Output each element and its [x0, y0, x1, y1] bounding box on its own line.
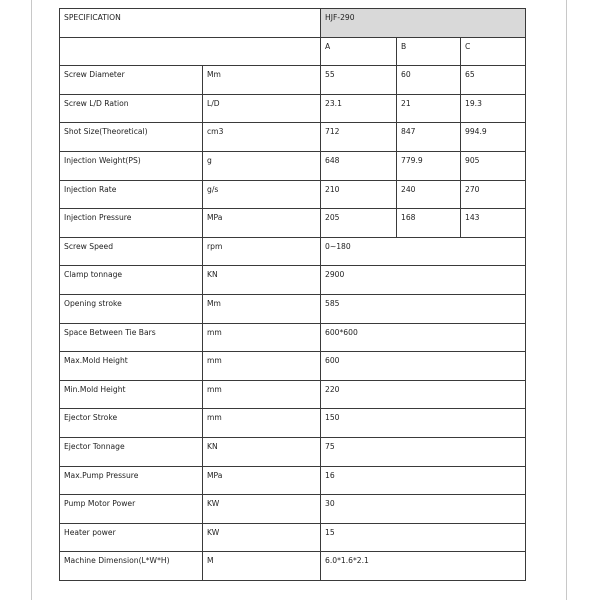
- spec-unit-cell: M: [203, 552, 321, 581]
- spec-label-cell: Ejector Stroke: [60, 409, 203, 438]
- spec-value-cell: 143: [461, 209, 526, 238]
- spec-value-cell: 23.1: [321, 94, 397, 123]
- spec-label-cell: Machine Dimension(L*W*H): [60, 552, 203, 581]
- spec-value-cell: 19.3: [461, 94, 526, 123]
- spec-unit-cell: L/D: [203, 94, 321, 123]
- spec-value-cell: 60: [397, 66, 461, 95]
- spec-label-cell: Shot Size(Theoretical): [60, 123, 203, 152]
- table-row: [60, 94, 526, 123]
- spec-label-cell: Opening stroke: [60, 294, 203, 323]
- empty-cell: [60, 37, 321, 66]
- table-header-row: [60, 9, 526, 38]
- page-edge-left: [31, 0, 32, 600]
- spec-unit-cell: KN: [203, 437, 321, 466]
- variant-a-cell: A: [321, 37, 397, 66]
- spec-value-cell: 205: [321, 209, 397, 238]
- variant-header-row: [60, 37, 526, 66]
- spec-value-cell: 585: [321, 294, 526, 323]
- table-row: [60, 237, 526, 266]
- table-row: [60, 294, 526, 323]
- table-row: [60, 151, 526, 180]
- table-row: [60, 437, 526, 466]
- table-row: [60, 352, 526, 381]
- spec-value-cell: 779.9: [397, 151, 461, 180]
- spec-label-cell: Screw Diameter: [60, 66, 203, 95]
- spec-label-cell: Screw L/D Ration: [60, 94, 203, 123]
- spec-unit-cell: g/s: [203, 180, 321, 209]
- spec-value-cell: 847: [397, 123, 461, 152]
- spec-unit-cell: KW: [203, 495, 321, 524]
- spec-value-cell: 75: [321, 437, 526, 466]
- spec-value-cell: 600*600: [321, 323, 526, 352]
- table-row: [60, 380, 526, 409]
- spec-unit-cell: mm: [203, 352, 321, 381]
- spec-value-cell: 2900: [321, 266, 526, 295]
- spec-label-cell: Heater power: [60, 523, 203, 552]
- spec-value-cell: 648: [321, 151, 397, 180]
- spec-label-cell: Injection Pressure: [60, 209, 203, 238]
- spec-unit-cell: MPa: [203, 466, 321, 495]
- spec-unit-cell: MPa: [203, 209, 321, 238]
- spec-value-cell: 210: [321, 180, 397, 209]
- spec-value-cell: 712: [321, 123, 397, 152]
- table-row: [60, 495, 526, 524]
- model-cell: HJF-290: [321, 9, 526, 38]
- table-row: [60, 266, 526, 295]
- spec-unit-cell: KN: [203, 266, 321, 295]
- spec-value-cell: 168: [397, 209, 461, 238]
- spec-value-cell: 6.0*1.6*2.1: [321, 552, 526, 581]
- spec-value-cell: 240: [397, 180, 461, 209]
- spec-unit-cell: mm: [203, 409, 321, 438]
- spec-label-cell: Max.Pump Pressure: [60, 466, 203, 495]
- page-edge-right: [566, 0, 567, 600]
- spec-unit-cell: rpm: [203, 237, 321, 266]
- spec-unit-cell: cm3: [203, 123, 321, 152]
- table-row: [60, 409, 526, 438]
- spec-value-cell: 16: [321, 466, 526, 495]
- table-row: [60, 209, 526, 238]
- spec-label-cell: Ejector Tonnage: [60, 437, 203, 466]
- table-row: [60, 323, 526, 352]
- variant-c-cell: C: [461, 37, 526, 66]
- table-row: [60, 180, 526, 209]
- table-row: [60, 123, 526, 152]
- variant-b-cell: B: [397, 37, 461, 66]
- spec-value-cell: 0~180: [321, 237, 526, 266]
- table-row: [60, 466, 526, 495]
- spec-value-cell: 905: [461, 151, 526, 180]
- spec-label-cell: Injection Rate: [60, 180, 203, 209]
- spec-value-cell: 220: [321, 380, 526, 409]
- spec-label-cell: Clamp tonnage: [60, 266, 203, 295]
- specification-table: [59, 8, 526, 581]
- spec-title-cell: SPECIFICATION: [60, 9, 321, 38]
- spec-unit-cell: Mm: [203, 66, 321, 95]
- spec-unit-cell: mm: [203, 323, 321, 352]
- spec-label-cell: Screw Speed: [60, 237, 203, 266]
- spec-value-cell: 270: [461, 180, 526, 209]
- spec-unit-cell: g: [203, 151, 321, 180]
- spec-value-cell: 21: [397, 94, 461, 123]
- spec-unit-cell: Mm: [203, 294, 321, 323]
- spec-unit-cell: mm: [203, 380, 321, 409]
- spec-value-cell: 55: [321, 66, 397, 95]
- spec-label-cell: Pump Motor Power: [60, 495, 203, 524]
- spec-value-cell: 150: [321, 409, 526, 438]
- spec-label-cell: Injection Weight(PS): [60, 151, 203, 180]
- spec-label-cell: Max.Mold Height: [60, 352, 203, 381]
- spec-value-cell: 600: [321, 352, 526, 381]
- table-row: [60, 552, 526, 581]
- table-row: [60, 66, 526, 95]
- spec-label-cell: Space Between Tie Bars: [60, 323, 203, 352]
- table-row: [60, 523, 526, 552]
- spec-value-cell: 65: [461, 66, 526, 95]
- spec-value-cell: 994.9: [461, 123, 526, 152]
- spec-unit-cell: KW: [203, 523, 321, 552]
- spec-label-cell: Min.Mold Height: [60, 380, 203, 409]
- spec-value-cell: 30: [321, 495, 526, 524]
- spec-value-cell: 15: [321, 523, 526, 552]
